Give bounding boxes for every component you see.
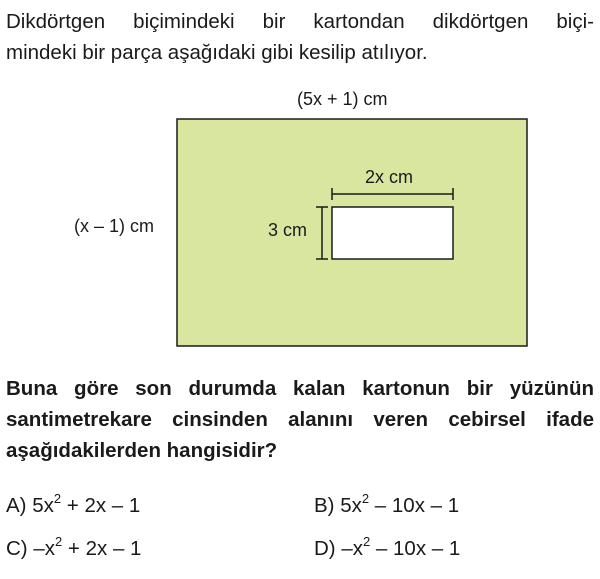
option-d-exponent: 2 bbox=[363, 534, 371, 549]
cut-width-label: 2x cm bbox=[365, 167, 414, 187]
cardboard-figure bbox=[0, 82, 600, 352]
option-a-base: 5x bbox=[32, 494, 54, 517]
question-text bbox=[6, 373, 594, 466]
option-d[interactable] bbox=[314, 534, 461, 563]
option-c[interactable] bbox=[6, 534, 142, 563]
option-b[interactable] bbox=[314, 491, 460, 520]
option-c-letter: C) bbox=[6, 537, 28, 560]
problem-statement-line-1: Dikdörtgen biçimindeki bir kartondan dikdörtgen biçi- bbox=[6, 10, 594, 33]
option-d-base: –x bbox=[341, 537, 363, 560]
cut-height-label: 3 cm bbox=[268, 220, 308, 240]
option-c-rest: + 2x – 1 bbox=[62, 537, 142, 560]
option-c-base: –x bbox=[33, 537, 55, 560]
option-d-rest: – 10x – 1 bbox=[370, 537, 461, 560]
problem-statement bbox=[6, 6, 594, 68]
question-line-1: Buna göre son durumda kalan kartonun bir yüzünün bbox=[6, 377, 594, 400]
question-line-2: santimetrekare cinsinden alanını veren cebirsel ifade bbox=[6, 408, 594, 431]
cardboard-width-label: (5x + 1) cm bbox=[297, 89, 388, 109]
question-line-3: aşağıdakilerden hangisidir? bbox=[6, 439, 278, 462]
option-a-exponent: 2 bbox=[53, 491, 62, 506]
cut-piece-rectangle bbox=[332, 207, 453, 259]
option-d-letter: D) bbox=[314, 537, 336, 560]
option-a-rest: + 2x – 1 bbox=[61, 494, 141, 517]
problem-statement-line-2: mindeki bir parça aşağıdaki gibi kesilip atılıyor. bbox=[6, 41, 428, 64]
option-a[interactable] bbox=[6, 491, 141, 520]
option-b-letter: B) bbox=[314, 494, 335, 517]
option-b-base: 5x bbox=[340, 494, 362, 517]
option-b-rest: – 10x – 1 bbox=[369, 494, 460, 517]
option-c-exponent: 2 bbox=[55, 534, 63, 549]
option-b-exponent: 2 bbox=[361, 491, 370, 506]
option-a-letter: A) bbox=[6, 494, 27, 517]
cardboard-height-label: (x – 1) cm bbox=[74, 216, 155, 236]
